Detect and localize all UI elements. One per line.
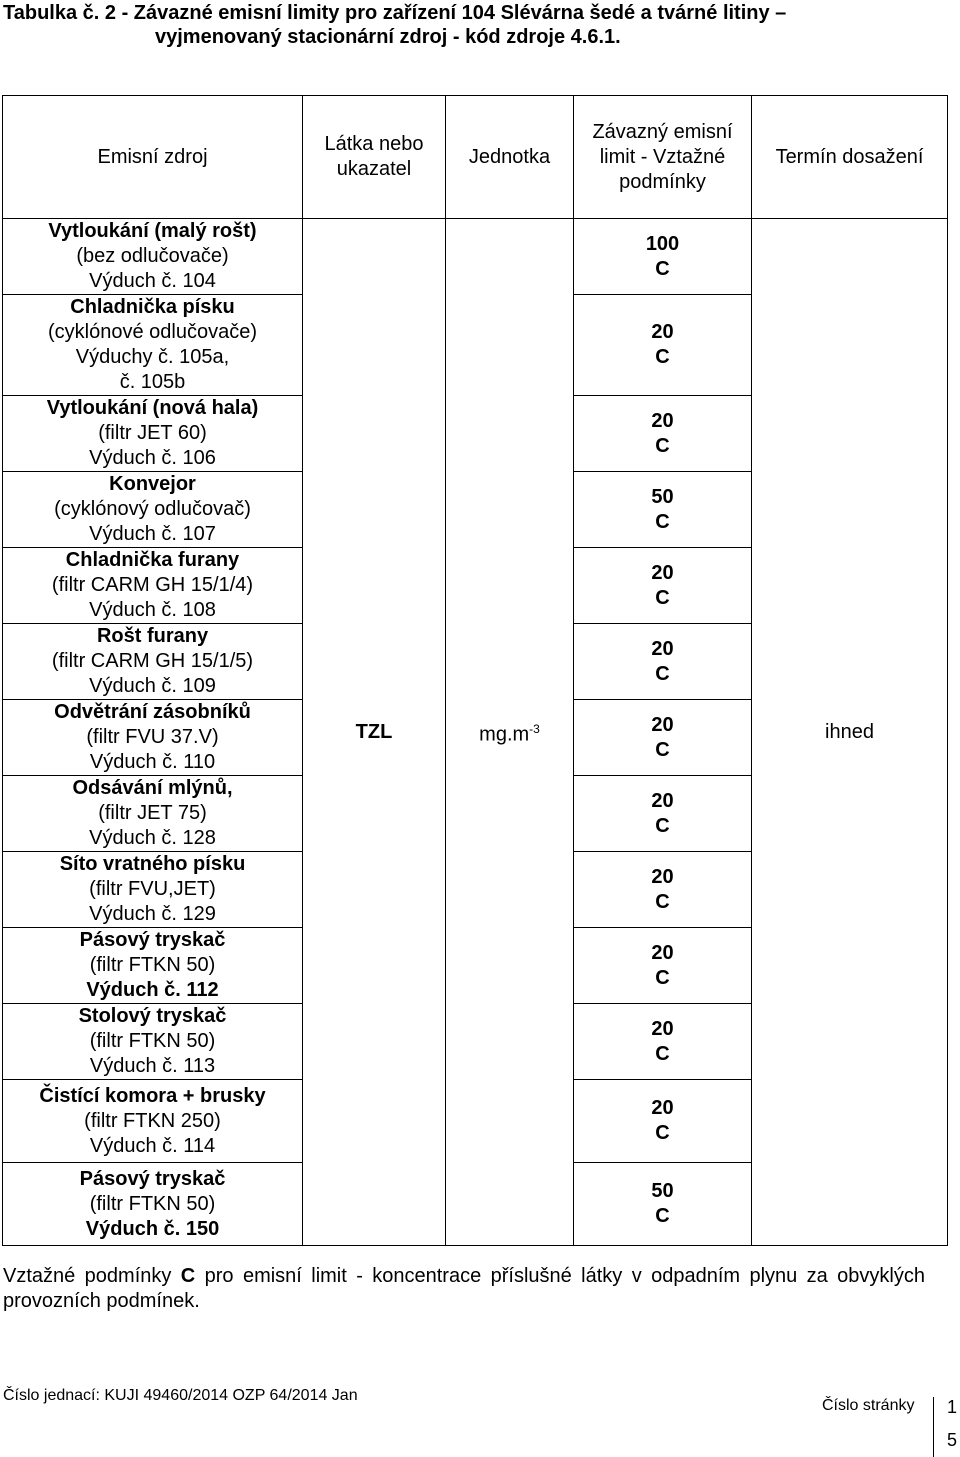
source-outlet: Výduch č. 104 bbox=[89, 270, 216, 292]
title-line-2: vyjmenovaný stacionární zdroj - kód zdroje 4.6.1. bbox=[155, 26, 621, 48]
emission-source-cell bbox=[3, 1163, 303, 1246]
source-outlet: Výduchy č. 105a, bbox=[75, 346, 230, 368]
limit-condition: C bbox=[655, 1042, 670, 1065]
emission-source-cell bbox=[3, 928, 303, 1004]
header-source: Emisní zdroj bbox=[3, 96, 303, 219]
page-label: Číslo stránky bbox=[822, 1397, 915, 1414]
source-outlet: Výduch č. 106 bbox=[89, 447, 216, 469]
emission-source-cell bbox=[3, 219, 303, 295]
limit-condition: C bbox=[655, 346, 670, 368]
source-outlet-2: č. 105b bbox=[119, 371, 186, 393]
source-outlet: Výduch č. 112 bbox=[86, 979, 219, 1001]
source-name: Vytloukání (nová hala) bbox=[46, 397, 259, 419]
source-outlet: Výduch č. 108 bbox=[89, 599, 216, 621]
source-name: Odvětrání zásobníků bbox=[54, 701, 251, 723]
source-name: Stolový tryskač bbox=[78, 1005, 227, 1027]
unit-cell bbox=[446, 219, 574, 1246]
limit-value: 20 bbox=[651, 941, 674, 964]
note-condition-symbol: C bbox=[180, 1265, 196, 1287]
table-header-row bbox=[3, 96, 948, 219]
emission-source-cell bbox=[3, 776, 303, 852]
emission-source-cell bbox=[3, 548, 303, 624]
limit-condition: C bbox=[655, 434, 670, 457]
source-filter: (filtr JET 60) bbox=[98, 422, 207, 444]
emission-source-cell bbox=[3, 700, 303, 776]
source-name: Vytloukání (malý rošt) bbox=[48, 220, 257, 242]
source-name: Rošt furany bbox=[96, 625, 209, 647]
limit-value: 20 bbox=[651, 1097, 674, 1119]
limit-condition: C bbox=[655, 890, 670, 913]
term-cell: ihned bbox=[752, 219, 948, 1246]
source-filter: (cyklónový odlučovač) bbox=[54, 498, 251, 520]
limit-condition: C bbox=[655, 510, 670, 533]
source-name: Konvejor bbox=[109, 473, 196, 495]
limit-value: 100 bbox=[645, 232, 680, 255]
source-name: Síto vratného písku bbox=[59, 853, 246, 875]
source-filter: (filtr FTKN 50) bbox=[89, 1030, 216, 1052]
unit-text: mg.m bbox=[479, 723, 530, 746]
limit-value: 20 bbox=[651, 865, 674, 888]
source-name: Pásový tryskač bbox=[79, 1167, 226, 1190]
limit-cell bbox=[574, 852, 752, 928]
table-row bbox=[3, 219, 948, 295]
page-footer bbox=[0, 1385, 960, 1457]
limit-cell bbox=[574, 1080, 752, 1163]
substance-cell: TZL bbox=[303, 219, 446, 1246]
source-filter: (filtr FTKN 50) bbox=[89, 954, 216, 976]
source-outlet: Výduch č. 110 bbox=[89, 751, 216, 773]
source-filter: (filtr CARM GH 15/1/4) bbox=[51, 574, 254, 596]
limit-cell bbox=[574, 219, 752, 295]
limit-value: 20 bbox=[651, 789, 674, 812]
limit-cell bbox=[574, 396, 752, 472]
limit-value: 20 bbox=[651, 713, 674, 736]
source-filter: (filtr FVU 37.V) bbox=[86, 726, 219, 748]
source-name: Chladnička písku bbox=[70, 296, 235, 318]
source-name: Chladnička furany bbox=[65, 549, 240, 571]
source-filter: (filtr FTKN 250) bbox=[84, 1109, 221, 1132]
limit-value: 20 bbox=[651, 1017, 674, 1040]
source-filter: (filtr FVU,JET) bbox=[89, 878, 216, 900]
note-prefix: Vztažné podmínky bbox=[3, 1265, 172, 1287]
source-outlet: Výduch č. 107 bbox=[89, 523, 216, 545]
page-number-divider bbox=[933, 1397, 934, 1457]
source-name: Pásový tryskač bbox=[79, 929, 226, 951]
header-term: Termín dosažení bbox=[752, 96, 948, 219]
emission-source-cell bbox=[3, 396, 303, 472]
emission-source-cell bbox=[3, 1004, 303, 1080]
limit-value: 20 bbox=[651, 409, 674, 432]
limit-cell bbox=[574, 472, 752, 548]
limit-cell bbox=[574, 700, 752, 776]
header-substance: Látka nebo ukazatel bbox=[303, 96, 446, 219]
limit-cell bbox=[574, 548, 752, 624]
emission-source-cell bbox=[3, 624, 303, 700]
limit-value: 50 bbox=[651, 485, 674, 508]
source-outlet: Výduch č. 109 bbox=[89, 675, 216, 697]
limit-cell bbox=[574, 928, 752, 1004]
source-filter: (filtr JET 75) bbox=[98, 802, 207, 824]
source-outlet: Výduch č. 128 bbox=[89, 827, 216, 849]
limit-value: 20 bbox=[651, 561, 674, 584]
header-unit: Jednotka bbox=[446, 96, 574, 219]
page-total: 5 bbox=[947, 1430, 958, 1450]
footnote bbox=[3, 1264, 925, 1314]
unit-exponent: -3 bbox=[529, 721, 540, 736]
emission-limits-table bbox=[2, 95, 948, 1246]
source-name: Čistící komora + brusky bbox=[39, 1084, 266, 1107]
source-outlet: Výduch č. 150 bbox=[85, 1217, 220, 1240]
limit-cell bbox=[574, 1163, 752, 1246]
limit-value: 20 bbox=[651, 321, 674, 343]
emission-source-cell bbox=[3, 472, 303, 548]
limit-value: 20 bbox=[651, 637, 674, 660]
limit-cell bbox=[574, 295, 752, 396]
source-filter: (filtr CARM GH 15/1/5) bbox=[51, 650, 254, 672]
limit-condition: C bbox=[655, 1205, 670, 1227]
limit-condition: C bbox=[655, 662, 670, 685]
limit-condition: C bbox=[655, 966, 670, 989]
note-text: pro emisní limit - koncentrace příslušné látky v odpadním plynu za obvyklých provozních podmínek. bbox=[3, 1265, 925, 1312]
title-line-1: Tabulka č. 2 - Závazné emisní limity pro zařízení 104 Slévárna šedé a tvárné litiny – bbox=[3, 2, 787, 24]
source-outlet: Výduch č. 129 bbox=[89, 903, 216, 925]
emission-source-cell bbox=[3, 852, 303, 928]
limit-condition: C bbox=[655, 586, 670, 609]
limit-condition: C bbox=[655, 1122, 670, 1144]
limit-cell bbox=[574, 624, 752, 700]
emission-source-cell bbox=[3, 1080, 303, 1163]
source-name: Odsávání mlýnů, bbox=[72, 777, 233, 799]
limit-cell bbox=[574, 1004, 752, 1080]
limit-value: 50 bbox=[651, 1180, 674, 1202]
limit-condition: C bbox=[655, 814, 670, 837]
limit-cell bbox=[574, 776, 752, 852]
emission-source-cell bbox=[3, 295, 303, 396]
header-limit: Závazný emisní limit - Vztažné podmínky bbox=[574, 96, 752, 219]
limit-condition: C bbox=[655, 738, 670, 761]
reference-number: Číslo jednací: KUJI 49460/2014 OZP 64/2014 Jan bbox=[3, 1387, 358, 1404]
source-filter: (filtr FTKN 50) bbox=[89, 1192, 216, 1215]
page-current: 1 bbox=[947, 1397, 958, 1417]
source-filter: (cyklónové odlučovače) bbox=[48, 321, 257, 343]
source-filter: (bez odlučovače) bbox=[76, 245, 229, 267]
limit-condition: C bbox=[655, 257, 670, 280]
source-outlet: Výduch č. 113 bbox=[89, 1055, 216, 1077]
source-outlet: Výduch č. 114 bbox=[89, 1134, 216, 1157]
